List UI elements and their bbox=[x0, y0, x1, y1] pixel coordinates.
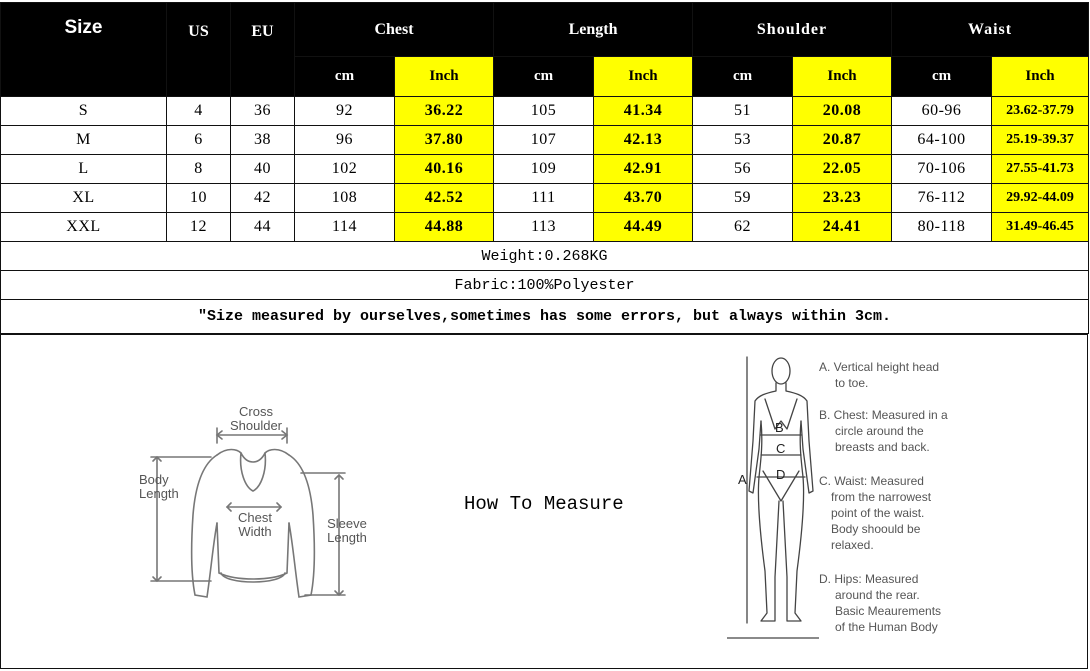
unit-inch: Inch bbox=[594, 57, 693, 97]
cell-size: XXL bbox=[1, 213, 167, 242]
note-row bbox=[1, 242, 1089, 271]
cell-length-cm: 105 bbox=[494, 97, 594, 126]
cell-shoulder-inch: 20.87 bbox=[793, 126, 892, 155]
legend-line: Body shoould be bbox=[831, 522, 921, 536]
marker-c: C bbox=[776, 441, 786, 456]
legend-line: D. Hips: Measured bbox=[819, 572, 919, 586]
measure-legend-c bbox=[819, 473, 931, 553]
legend-line: circle around the bbox=[835, 424, 924, 438]
legend-line: Basic Meaurements bbox=[835, 604, 942, 618]
cell-waist-cm: 60-96 bbox=[892, 97, 992, 126]
cell-eu: 36 bbox=[231, 97, 295, 126]
label-line: Body bbox=[139, 472, 169, 487]
cell-size: S bbox=[1, 97, 167, 126]
cell-us: 8 bbox=[167, 155, 231, 184]
label-line: Chest bbox=[238, 510, 272, 525]
sleeve-length-label bbox=[319, 517, 375, 545]
cell-length-inch: 42.91 bbox=[594, 155, 693, 184]
legend-line: around the rear. bbox=[835, 588, 920, 602]
cell-eu: 40 bbox=[231, 155, 295, 184]
cell-chest-cm: 92 bbox=[295, 97, 395, 126]
unit-cm: cm bbox=[295, 57, 395, 97]
header-waist: Waist bbox=[892, 3, 1089, 57]
unit-cm: cm bbox=[494, 57, 594, 97]
table-row bbox=[1, 213, 1089, 242]
unit-cm: cm bbox=[892, 57, 992, 97]
cell-shoulder-inch: 20.08 bbox=[793, 97, 892, 126]
label-line: Sleeve bbox=[327, 516, 367, 531]
label-line: Length bbox=[327, 530, 367, 545]
cell-length-cm: 109 bbox=[494, 155, 594, 184]
cell-eu: 38 bbox=[231, 126, 295, 155]
legend-line: relaxed. bbox=[831, 538, 874, 552]
cell-waist-inch: 25.19-39.37 bbox=[992, 126, 1089, 155]
legend-line: point of the waist. bbox=[831, 506, 925, 520]
legend-line: breasts and back. bbox=[835, 440, 930, 454]
table-row bbox=[1, 97, 1089, 126]
header-us: US bbox=[167, 3, 231, 97]
legend-line: to toe. bbox=[835, 376, 869, 390]
cell-chest-cm: 108 bbox=[295, 184, 395, 213]
cell-length-cm: 113 bbox=[494, 213, 594, 242]
cross-shoulder-label bbox=[221, 405, 291, 433]
cell-us: 10 bbox=[167, 184, 231, 213]
table-row bbox=[1, 184, 1089, 213]
cell-shoulder-inch: 22.05 bbox=[793, 155, 892, 184]
note-row bbox=[1, 300, 1089, 334]
unit-inch: Inch bbox=[793, 57, 892, 97]
legend-line: C. Waist: Measured bbox=[819, 474, 924, 488]
cell-length-cm: 107 bbox=[494, 126, 594, 155]
table-row bbox=[1, 126, 1089, 155]
disclaimer-note: "Size measured by ourselves,sometimes has some errors, but always within 3cm. bbox=[1, 300, 1089, 334]
cell-length-inch: 42.13 bbox=[594, 126, 693, 155]
body-diagram bbox=[727, 351, 819, 641]
cell-chest-cm: 102 bbox=[295, 155, 395, 184]
cell-waist-cm: 70-106 bbox=[892, 155, 992, 184]
cell-us: 4 bbox=[167, 97, 231, 126]
cell-waist-inch: 23.62-37.79 bbox=[992, 97, 1089, 126]
header-eu: EU bbox=[231, 3, 295, 97]
cell-shoulder-inch: 24.41 bbox=[793, 213, 892, 242]
header-chest: Chest bbox=[295, 3, 494, 57]
label-line: Shoulder bbox=[229, 418, 283, 433]
cell-size: XL bbox=[1, 184, 167, 213]
measure-legend-d bbox=[819, 571, 941, 635]
size-table bbox=[0, 2, 1089, 334]
cell-chest-inch: 42.52 bbox=[395, 184, 494, 213]
note-row bbox=[1, 271, 1089, 300]
legend-line: from the narrowest bbox=[831, 490, 932, 504]
chest-width-label bbox=[227, 511, 283, 539]
marker-d: D bbox=[776, 467, 786, 482]
cell-chest-cm: 114 bbox=[295, 213, 395, 242]
cell-length-inch: 44.49 bbox=[594, 213, 693, 242]
label-line: Cross bbox=[239, 404, 273, 419]
cell-shoulder-cm: 56 bbox=[693, 155, 793, 184]
cell-waist-cm: 80-118 bbox=[892, 213, 992, 242]
cell-waist-inch: 29.92-44.09 bbox=[992, 184, 1089, 213]
cell-length-inch: 41.34 bbox=[594, 97, 693, 126]
table-row bbox=[1, 155, 1089, 184]
header-shoulder: Shoulder bbox=[693, 3, 892, 57]
cell-size: M bbox=[1, 126, 167, 155]
cell-chest-inch: 36.22 bbox=[395, 97, 494, 126]
measure-legend-b bbox=[819, 407, 948, 455]
cell-waist-cm: 64-100 bbox=[892, 126, 992, 155]
header-row bbox=[1, 3, 1089, 57]
cell-shoulder-cm: 59 bbox=[693, 184, 793, 213]
legend-line: A. Vertical height head bbox=[819, 360, 940, 374]
how-to-measure-title: How To Measure bbox=[464, 493, 624, 515]
legend-line: of the Human Body bbox=[835, 620, 938, 634]
cell-chest-inch: 40.16 bbox=[395, 155, 494, 184]
body-length-label bbox=[139, 473, 191, 501]
fabric-note: Fabric:100%Polyester bbox=[1, 271, 1089, 300]
cell-length-inch: 43.70 bbox=[594, 184, 693, 213]
cell-us: 6 bbox=[167, 126, 231, 155]
marker-b: B bbox=[775, 420, 784, 435]
cell-eu: 42 bbox=[231, 184, 295, 213]
header-size: Size bbox=[1, 3, 167, 97]
unit-cm: cm bbox=[693, 57, 793, 97]
label-line: Width bbox=[238, 524, 272, 539]
cell-waist-cm: 76-112 bbox=[892, 184, 992, 213]
unit-inch: Inch bbox=[395, 57, 494, 97]
cell-shoulder-cm: 53 bbox=[693, 126, 793, 155]
marker-a: A bbox=[738, 472, 747, 487]
cell-length-cm: 111 bbox=[494, 184, 594, 213]
label-line: Length bbox=[139, 486, 179, 501]
header-length: Length bbox=[494, 3, 693, 57]
measure-section bbox=[0, 334, 1088, 669]
cell-shoulder-cm: 51 bbox=[693, 97, 793, 126]
cell-waist-inch: 27.55-41.73 bbox=[992, 155, 1089, 184]
cell-waist-inch: 31.49-46.45 bbox=[992, 213, 1089, 242]
legend-line: B. Chest: Measured in a bbox=[819, 408, 948, 422]
cell-shoulder-cm: 62 bbox=[693, 213, 793, 242]
unit-inch: Inch bbox=[992, 57, 1089, 97]
cell-chest-inch: 37.80 bbox=[395, 126, 494, 155]
cell-chest-inch: 44.88 bbox=[395, 213, 494, 242]
cell-size: L bbox=[1, 155, 167, 184]
measure-legend-a bbox=[819, 359, 939, 391]
weight-note: Weight:0.268KG bbox=[1, 242, 1089, 271]
cell-us: 12 bbox=[167, 213, 231, 242]
cell-shoulder-inch: 23.23 bbox=[793, 184, 892, 213]
cell-chest-cm: 96 bbox=[295, 126, 395, 155]
cell-eu: 44 bbox=[231, 213, 295, 242]
